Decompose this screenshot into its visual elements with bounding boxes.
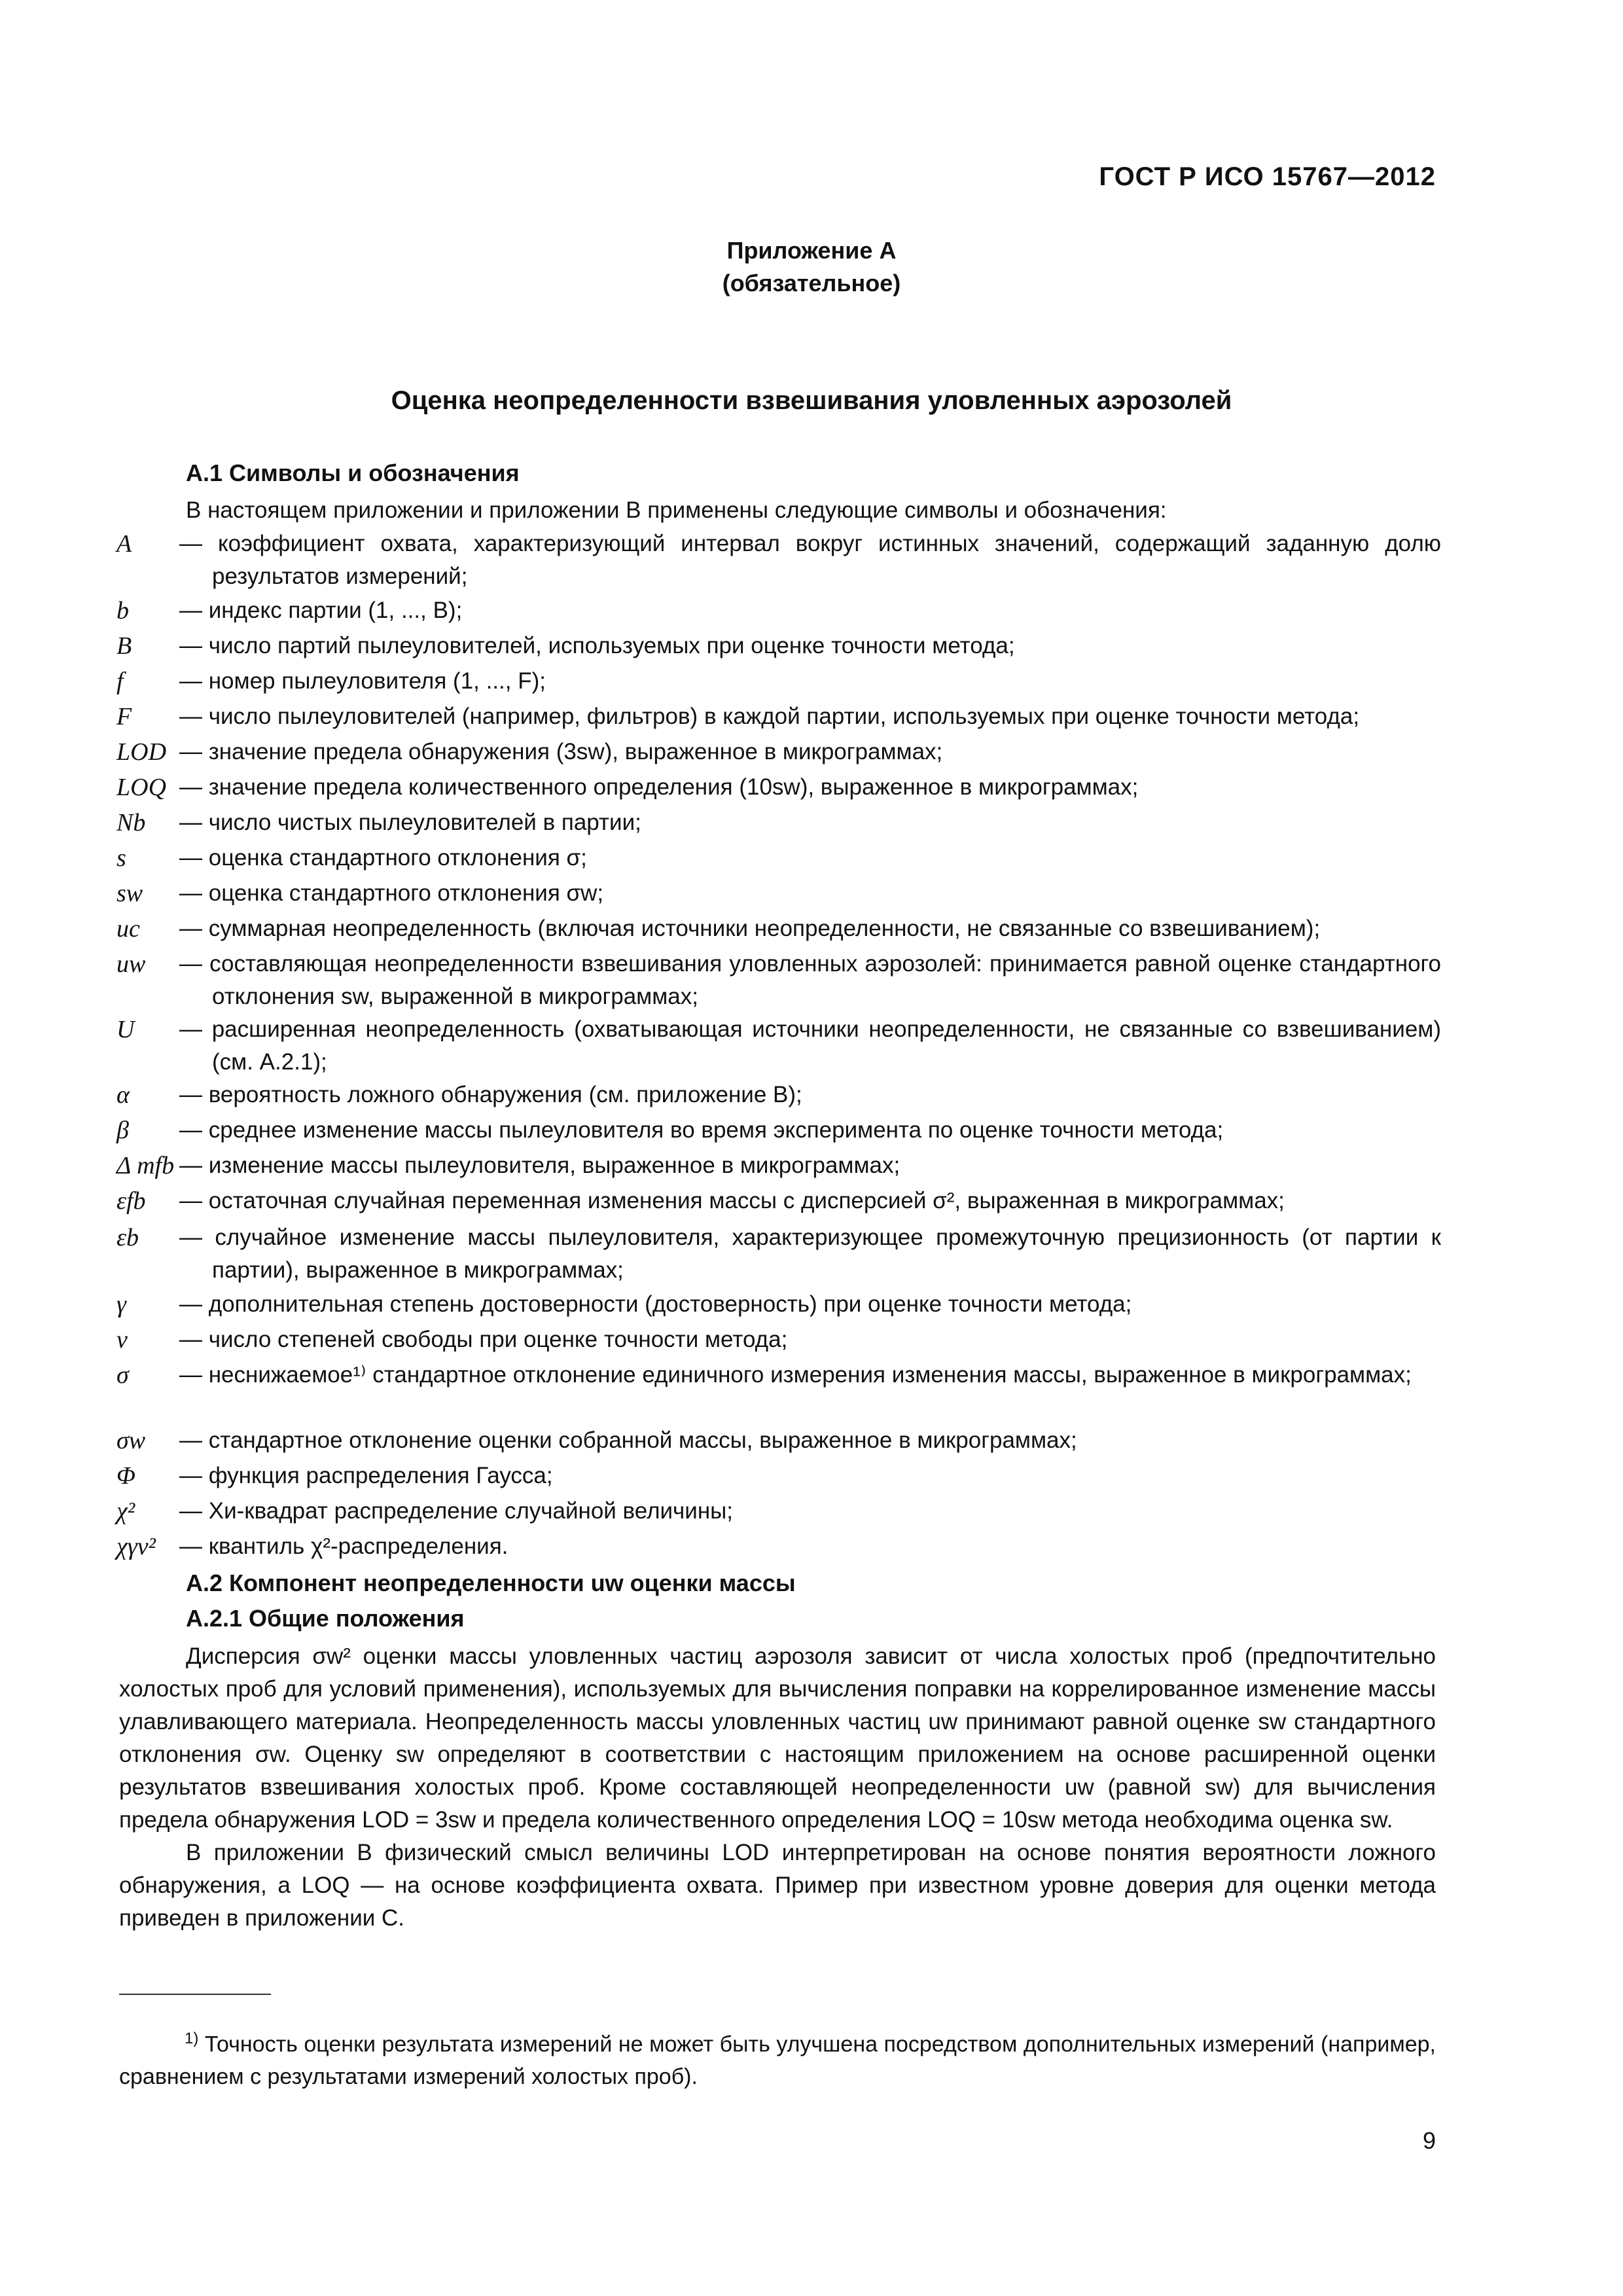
symbol-definition: — изменение массы пылеуловителя, выраженное в микрограммах; [179,1153,901,1178]
symbol-definition: — дополнительная степень достоверности (достоверность) при оценке точности метода; [179,1291,1132,1317]
symbol-entry [116,1359,1441,1391]
symbol-term: χγν² [116,1533,156,1560]
symbol-entry [116,806,1441,839]
symbol-term: s [116,844,126,872]
symbol-entry [116,1460,1441,1492]
symbol-term: α [116,1081,130,1109]
symbol-definition: — число чистых пылеуловителей в партии; [179,810,641,835]
symbol-definition: — оценка стандартного отклонения σ; [179,845,587,870]
symbol-term: F [116,703,132,730]
footnote-text: Точность оценки результата измерений не может быть улучшена посредством дополнительных измерений (например, сравнением с результатами измерений холостых проб). [119,2032,1436,2090]
symbol-entry [116,665,1441,698]
symbol-entry [116,1424,1441,1457]
symbol-entry [116,736,1441,768]
symbol-entry [116,630,1441,662]
symbol-entry [116,700,1441,733]
symbol-term: uc [116,915,140,942]
symbol-definition: — число пылеуловителей (например, фильтров) в каждой партии, используемых при оценке точности метода; [179,704,1360,729]
symbol-definition: — стандартное отклонение оценки собранной массы, выраженное в микрограммах; [179,1427,1077,1453]
symbol-definition: — номер пылеуловителя (1, ..., F); [179,668,546,694]
footnote-mark: 1) [185,2030,199,2047]
symbol-entry [116,877,1441,910]
section-a1-intro: В настоящем приложении и приложении В применены следующие символы и обозначения: [186,497,1167,523]
symbol-entry [116,1495,1441,1528]
symbol-term: LOD [116,738,167,766]
symbol-definition: — расширенная неопределенность (охватывающая источники неопределенности, не связанные со взвешиванием) (см. А.2.1); [179,1016,1441,1075]
symbol-definition: — оценка стандартного отклонения σw; [179,880,604,906]
symbol-term: f [116,668,124,695]
paragraph: В приложении В физический смысл величины LOD интерпретирован на основе понятия вероятности ложного обнаружения, а LOQ — на основе коэффициента охвата. Пример при известном уровне доверия для оценки метода приведен в приложении С. [119,1840,1436,1931]
symbol-definition: — среднее изменение массы пылеуловителя во время эксперимента по оценке точности метода; [179,1117,1224,1143]
annex-status: (обязательное) [722,270,901,296]
symbol-entry [116,1323,1441,1356]
symbol-entry [116,912,1441,945]
paragraph: Дисперсия σw² оценки массы уловленных частиц аэрозоля зависит от числа холостых проб (предпочтительно холостых проб для условий применения), используемых для вычисления поправки на коррелированное изменение массы улавливающего материала. Неопределенность массы уловленных частиц uw принимают равной оценке sw стандартного отклонения σw. Оценку sw определяют в соответствии с настоящим приложением на основе расширенной оценки результатов взвешивания холостых проб. Кроме составляющей неопределенности uw (равной sw) для вычисления предела обнаружения LOD = 3sw и предела количественного определения LOQ = 10sw метода необходима оценка sw. [119,1643,1436,1833]
symbol-entry [116,1114,1441,1147]
symbol-entry [116,1288,1441,1321]
symbol-definition: — число партий пылеуловителей, используемых при оценке точности метода; [179,633,1015,658]
annex-label: Приложение А [726,237,897,264]
symbol-entry [116,948,1441,1013]
symbol-definition: — составляющая неопределенности взвешивания уловленных аэрозолей: принимается равной оценке стандартного отклонения sw, выраженной в микрограммах; [179,951,1441,1009]
page-number: 9 [1422,2127,1436,2154]
symbol-term: sw [116,880,143,907]
symbol-term: LOQ [116,774,167,801]
symbol-definition: — значение предела обнаружения (3sw), выраженное в микрограммах; [179,739,943,764]
symbol-term: B [116,632,132,660]
symbol-definition: — квантиль χ²-распределения. [179,1534,508,1559]
footnote [119,2022,1436,2093]
symbol-entry [116,1079,1441,1111]
symbol-entry [116,594,1441,627]
symbol-term: Φ [116,1462,135,1490]
body-text [119,1640,1436,1935]
symbol-term: uw [116,950,146,978]
symbol-term: χ² [116,1498,135,1525]
symbol-entry [116,771,1441,804]
document-code: ГОСТ Р ИСО 15767—2012 [1099,162,1436,191]
symbol-definition: — функция распределения Гаусса; [179,1463,553,1488]
symbol-term: A [116,530,132,558]
symbol-term: Δ mfb [116,1152,175,1179]
symbol-definition: — вероятность ложного обнаружения (см. приложение В); [179,1082,802,1107]
symbol-entry [116,1221,1441,1287]
symbol-definition: — неснижаемое¹⁾ стандартное отклонение единичного измерения изменения массы, выраженное в микрограммах; [179,1362,1412,1388]
symbol-definition: — Хи-квадрат распределение случайной величины; [179,1498,734,1524]
symbol-term: εfb [116,1187,146,1215]
symbol-definition: — остаточная случайная переменная изменения массы с дисперсией σ², выраженная в микрограммах; [179,1188,1285,1213]
symbol-term: σ [116,1361,129,1389]
section-a21-heading: А.2.1 Общие положения [186,1605,465,1632]
symbol-definition: — случайное изменение массы пылеуловителя, характеризующее промежуточную прецизионность (от партии к партии), выраженное в микрограммах; [179,1225,1441,1283]
symbol-term: ν [116,1326,128,1354]
symbol-definition: — число степеней свободы при оценке точности метода; [179,1327,788,1352]
symbol-term: Nb [116,809,146,836]
symbol-term: β [116,1117,129,1144]
symbol-term: b [116,597,129,624]
symbol-entry [116,842,1441,874]
symbol-term: σw [116,1427,146,1454]
symbol-term: γ [116,1291,126,1318]
annex-heading [0,234,1623,300]
symbol-definition: — коэффициент охвата, характеризующий интервал вокруг истинных значений, содержащий заданную долю результатов измерений; [179,531,1441,589]
annex-title: Оценка неопределенности взвешивания уловленных аэрозолей [391,386,1232,415]
symbol-term: εb [116,1224,139,1251]
section-a2-heading: А.2 Компонент неопределенности uw оценки массы [186,1570,796,1596]
symbol-entry [116,528,1441,593]
symbol-entry [116,1185,1441,1217]
section-a1-heading: А.1 Символы и обозначения [186,459,520,486]
symbol-definition: — суммарная неопределенность (включая источники неопределенности, не связанные со взвешиванием); [179,916,1321,941]
symbol-term: U [116,1016,135,1043]
symbol-entry [116,1013,1441,1079]
symbol-entry [116,1530,1441,1563]
symbol-definition: — индекс партии (1, ..., B); [179,598,463,623]
symbol-entry [116,1149,1441,1182]
footnote-separator [119,1994,271,1995]
symbol-definition: — значение предела количественного определения (10sw), выраженное в микрограммах; [179,774,1139,800]
